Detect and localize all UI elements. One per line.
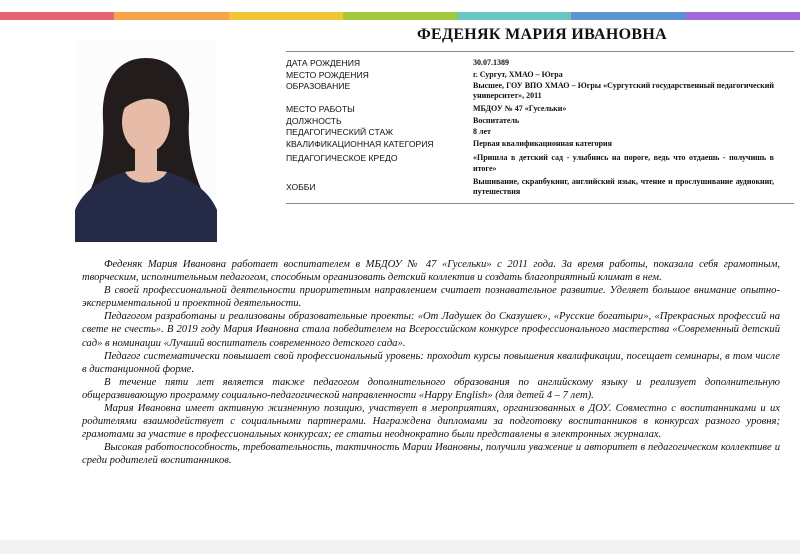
profile-label: КВАЛИФИКАЦИОННАЯ КАТЕГОРИЯ (286, 138, 434, 149)
profile-row (286, 70, 794, 82)
profile-value: «Пришла в детский сад - улыбнись на пороге, ведь что отдаешь - получишь в итоге» (473, 153, 774, 173)
profile-row (286, 81, 794, 101)
profile-label: ПЕДАГОГИЧЕСКОЕ КРЕДО (286, 153, 398, 164)
profile-row (286, 177, 794, 197)
top-color-bar (0, 12, 800, 20)
color-segment (686, 12, 800, 20)
bio-paragraph: Феденяк Мария Ивановна работает воспитателем в МБДОУ № 47 «Гусельки» с 2011 года. За время работы, показала себя грамотным, творческим, исполнительным педагогом, способным организовать детский коллектив и создать благоприятный климат в нем. (82, 259, 780, 284)
footer-band (0, 540, 800, 554)
bio-paragraph: Педагогом разработаны и реализованы образовательные проекты: «От Ладушек до Сказушек», «Русские богатыри», «Прекрасных профессий на свете не счесть». В 2019 году Мария Ивановна стала победителем на Всероссийском конкурсе профессионального мастерства «Современный детский сад» в номинации «Лучший воспитатель современного детского сада». (82, 311, 780, 349)
biography-text (82, 258, 780, 468)
profile-value: Воспитатель (473, 115, 520, 125)
profile-label: ДОЛЖНОСТЬ (286, 115, 342, 126)
profile-value: 8 лет (473, 127, 491, 137)
profile-value: Высшее, ГОУ ВПО ХМАО – Югры «Сургутский государственный педагогический университет», 2011 (473, 81, 774, 101)
profile-label: МЕСТО РОЖДЕНИЯ (286, 69, 369, 80)
profile-table (286, 51, 794, 204)
profile-row (286, 127, 794, 139)
bio-paragraph: Высокая работоспособность, требовательность, тактичность Марии Ивановны, получили уважение и авторитет в педагогическом коллективе и среди родителей воспитанников. (82, 442, 780, 467)
profile-row (286, 116, 794, 128)
profile-value: Первая квалификационная категория (473, 138, 612, 148)
portrait-photo (75, 40, 217, 242)
profile-value: 30.07.1389 (473, 58, 509, 67)
profile-row (286, 153, 794, 173)
profile-label: ОБРАЗОВАНИЕ (286, 81, 351, 91)
profile-value: Вышивание, скрапбукинг, английский язык, чтение и прослушивание аудиокниг, путешествия (473, 176, 774, 197)
page-title: ФЕДЕНЯК МАРИЯ ИВАНОВНА (417, 26, 667, 43)
portrait-illustration (75, 40, 217, 242)
profile-row (286, 104, 794, 116)
color-segment (0, 12, 114, 20)
bio-paragraph: В своей профессиональной деятельности приоритетным направлением считает познавательное развитие. Уделяет большое внимание опытно-экспериментальной и проектной деятельности. (82, 285, 780, 310)
bio-paragraph: В течение пяти лет является также педагогом дополнительного образования по английскому языку и реализует дополнительную общеразвивающую программу социально-педагогической направленности «Happy English» (для детей 4 – 7 лет). (82, 376, 780, 401)
profile-label: ПЕДАГОГИЧЕСКИЙ СТАЖ (286, 127, 394, 138)
profile-value: г. Сургут, ХМАО – Югра (473, 69, 563, 79)
color-segment (571, 12, 685, 20)
bio-paragraph: Мария Ивановна имеет активную жизненную позицию, участвует в мероприятиях, организованных в ДОУ. Совместно с воспитанниками и их родителями взаимодействует с социальными партнерами. Награждена дипломами за подготовку воспитанников в конкурсах разного уровня; грамотами за участие в профессиональных конкурсах; ее статьи неоднократно были представлены в электронных журналах. (82, 403, 780, 441)
color-segment (114, 12, 228, 20)
profile-row (286, 58, 794, 70)
profile-label: ХОББИ (286, 181, 316, 192)
profile-value: МБДОУ № 47 «Гусельки» (473, 104, 567, 114)
profile-row (286, 139, 794, 151)
profile-label: МЕСТО РАБОТЫ (286, 104, 355, 115)
color-segment (229, 12, 343, 20)
profile-label: ДАТА РОЖДЕНИЯ (286, 58, 361, 68)
color-segment (343, 12, 457, 20)
color-segment (457, 12, 571, 20)
bio-paragraph: Педагог систематически повышает свой профессиональный уровень: проходит курсы повышения квалификации, посещает семинары, в том числе в дистанционной форме. (82, 350, 780, 375)
